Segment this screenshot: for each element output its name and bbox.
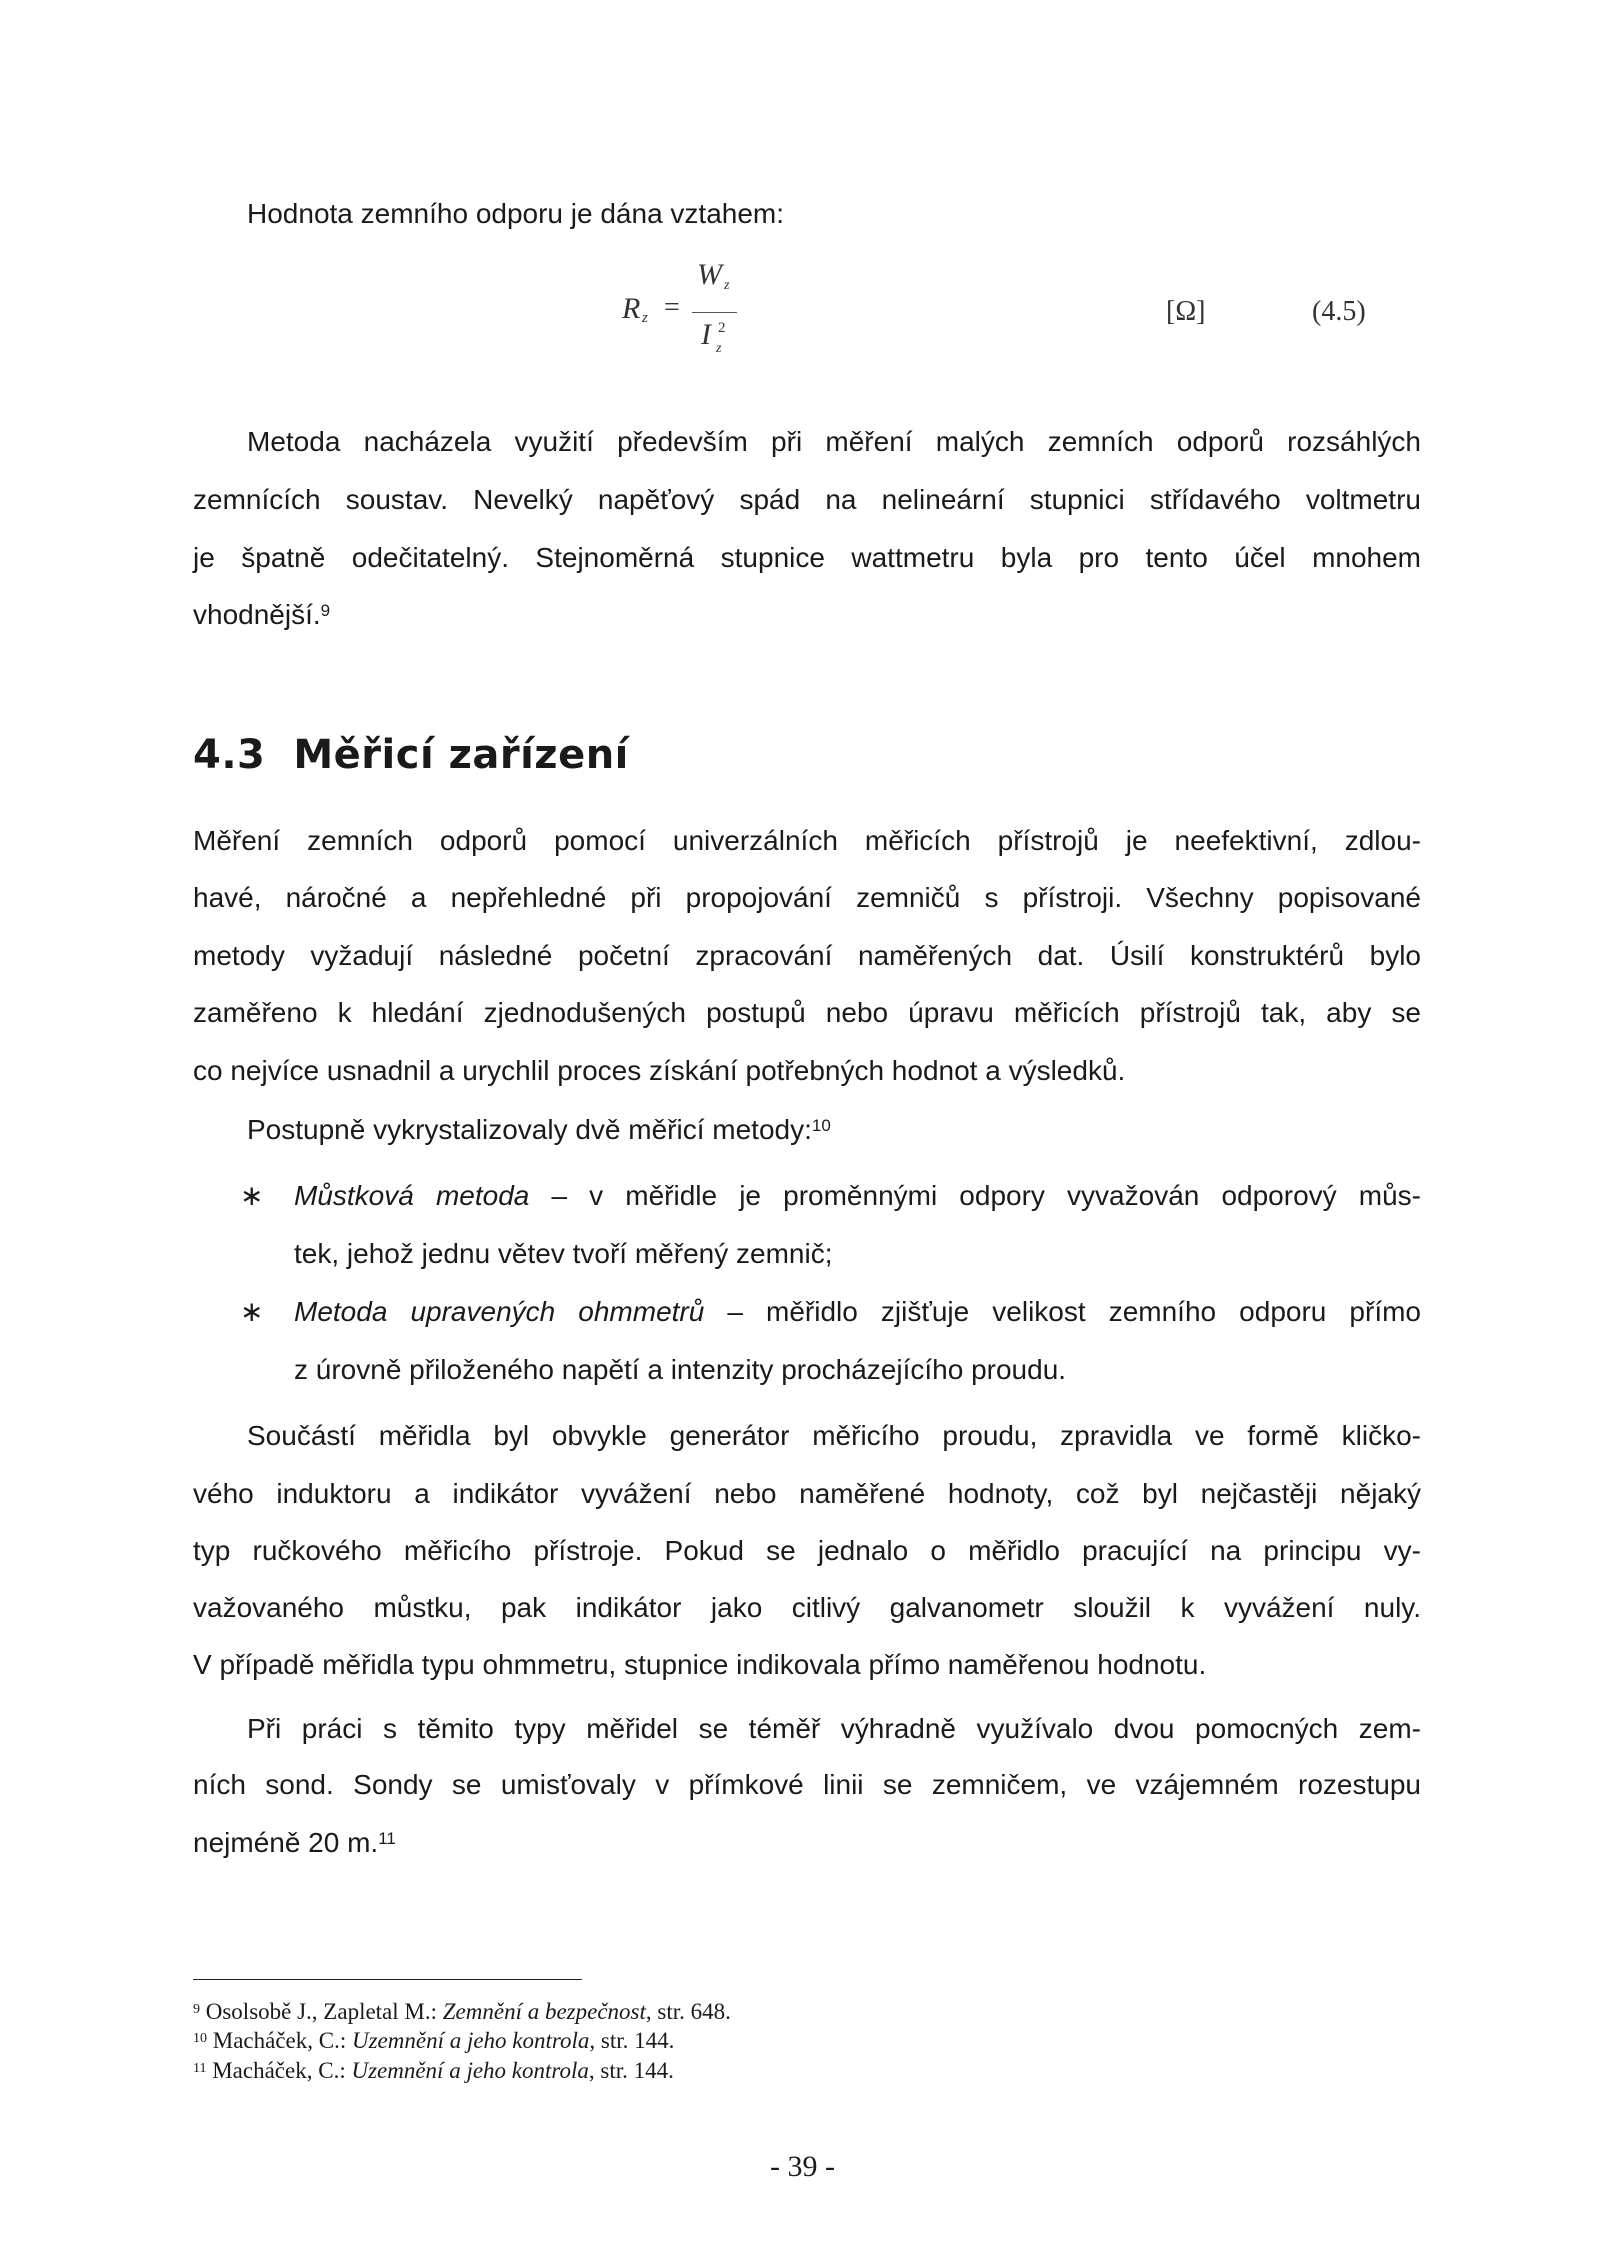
asterisk-bullet-icon: ∗ — [240, 1180, 264, 1211]
eq-equals: = — [664, 292, 680, 323]
footnote-title: Uzemnění a jeho kontrola — [351, 2058, 589, 2083]
eq-unit: [Ω] — [1166, 296, 1206, 327]
para2-line: zaměřeno k hledání zjednodušených postupů nebo úpravu měřicích přístrojů tak, aby se — [193, 997, 1421, 1028]
bullet-item — [294, 1176, 1421, 1216]
para1-text: vhodnější. — [193, 599, 321, 630]
fraction-bar — [692, 312, 737, 313]
para5-line — [193, 1823, 1421, 1863]
para1-line — [193, 595, 1421, 635]
para4-line: vého induktoru a indikátor vyvážení nebo naměřené hodnoty, což byl nejčastěji nějaký — [193, 1478, 1421, 1509]
para2-line: metody vyžadují následné početní zpracování naměřených dat. Úsilí konstruktérů bylo — [193, 940, 1421, 971]
para1-line: zemnících soustav. Nevelký napěťový spád na nelineární stupnici střídavého voltmetru — [193, 484, 1421, 515]
para4-line: V případě měřidla typu ohmmetru, stupnice indikovala přímo naměřenou hodnotu. — [193, 1649, 1207, 1680]
eq-number: (4.5) — [1312, 296, 1366, 327]
para2-line: co nejvíce usnadnil a urychlil proces získání potřebných hodnot a výsledků. — [193, 1055, 1126, 1086]
eq-den-sup: 2 — [718, 320, 726, 336]
bullet-text: – v měřidle je proměnnými odpory vyvažován odporový můs- — [529, 1180, 1421, 1211]
footnote-text: , str. 648. — [645, 1999, 731, 2024]
footnote — [193, 2027, 674, 2055]
bullet-text: – měřidlo zjišťuje velikost zemního odporu přímo — [704, 1296, 1422, 1327]
para4-line: Součástí měřidla byl obvykle generátor měřicího proudu, zpravidla ve formě kličko- — [247, 1420, 1421, 1451]
footnote-number: 9 — [193, 2002, 200, 2017]
eq-lhs-sub: z — [642, 310, 648, 326]
intro-text: Hodnota zemního odporu je dána vztahem: — [247, 198, 785, 229]
eq-den-sub: z — [716, 341, 722, 356]
footnote-ref[interactable]: 9 — [320, 601, 331, 620]
footnote-text: , str. 144. — [589, 2028, 675, 2053]
eq-denominator: I — [701, 318, 711, 351]
para2-line: Měření zemních odporů pomocí univerzálních měřicích přístrojů je neefektivní, zdlou- — [193, 825, 1421, 856]
para2-line: havé, náročné a nepřehledné při propojování zemničů s přístroji. Všechny popisované — [193, 882, 1421, 913]
footnote-text: , str. 144. — [588, 2058, 674, 2083]
bullet-text: tek, jehož jednu větev tvoří měřený zemnič; — [294, 1238, 833, 1269]
para5-line: ních sond. Sondy se umisťovaly v přímkové linii se zemničem, ve vzájemném rozestupu — [193, 1769, 1421, 1800]
para1-line: Metoda nacházela využití především při měření malých zemních odporů rozsáhlých — [247, 426, 1421, 457]
footnote-ref[interactable]: 10 — [811, 1116, 831, 1135]
para5-line: Při práci s těmito typy měřidel se téměř výhradně využívalo dvou pomocných zem- — [247, 1713, 1421, 1744]
para3-text: Postupně vykrystalizovaly dvě měřicí metody: — [247, 1114, 812, 1145]
footnote-title: Zemnění a bezpečnost — [442, 1999, 646, 2024]
para4-line: važovaného můstku, pak indikátor jako citlivý galvanometr sloužil k vyvážení nuly. — [193, 1592, 1421, 1623]
page-number: - 39 - — [770, 2150, 835, 2183]
bullet-text: z úrovně přiloženého napětí a intenzity procházejícího proudu. — [294, 1354, 1067, 1385]
footnote — [193, 1998, 731, 2026]
footnote-text: Macháček, C.: — [206, 2058, 352, 2083]
para5-text: nejméně 20 m. — [193, 1827, 379, 1858]
footnote-number: 11 — [193, 2061, 207, 2076]
eq-numerator: W — [697, 258, 722, 291]
asterisk-bullet-icon: ∗ — [240, 1296, 264, 1327]
para4-line: typ ručkového měřicího přístroje. Pokud se jednalo o měřidlo pracující na principu vy- — [193, 1535, 1421, 1566]
section-heading — [193, 732, 629, 778]
footnote-text: Osolsobě J., Zapletal M.: — [200, 1999, 443, 2024]
footnote-title: Uzemnění a jeho kontrola — [351, 2028, 590, 2053]
section-title: Měřicí zařízení — [293, 732, 629, 778]
eq-num-sub: z — [724, 278, 730, 293]
bullet-term: Metoda upravených ohmmetrů — [294, 1296, 705, 1327]
footnote-ref[interactable]: 11 — [378, 1829, 396, 1848]
footnote — [193, 2057, 674, 2085]
footnote-text: Macháček, C.: — [207, 2028, 352, 2053]
paragraph-3 — [247, 1110, 1421, 1150]
para1-line: je špatně odečitatelný. Stejnoměrná stupnice wattmetru byla pro tento účel mnohem — [193, 542, 1421, 573]
footnote-divider — [193, 1979, 582, 1980]
bullet-term: Můstková metoda — [294, 1180, 530, 1211]
bullet-item — [294, 1292, 1421, 1332]
eq-lhs: R — [622, 292, 641, 325]
footnote-number: 10 — [193, 2031, 207, 2046]
section-number: 4.3 — [193, 732, 266, 778]
